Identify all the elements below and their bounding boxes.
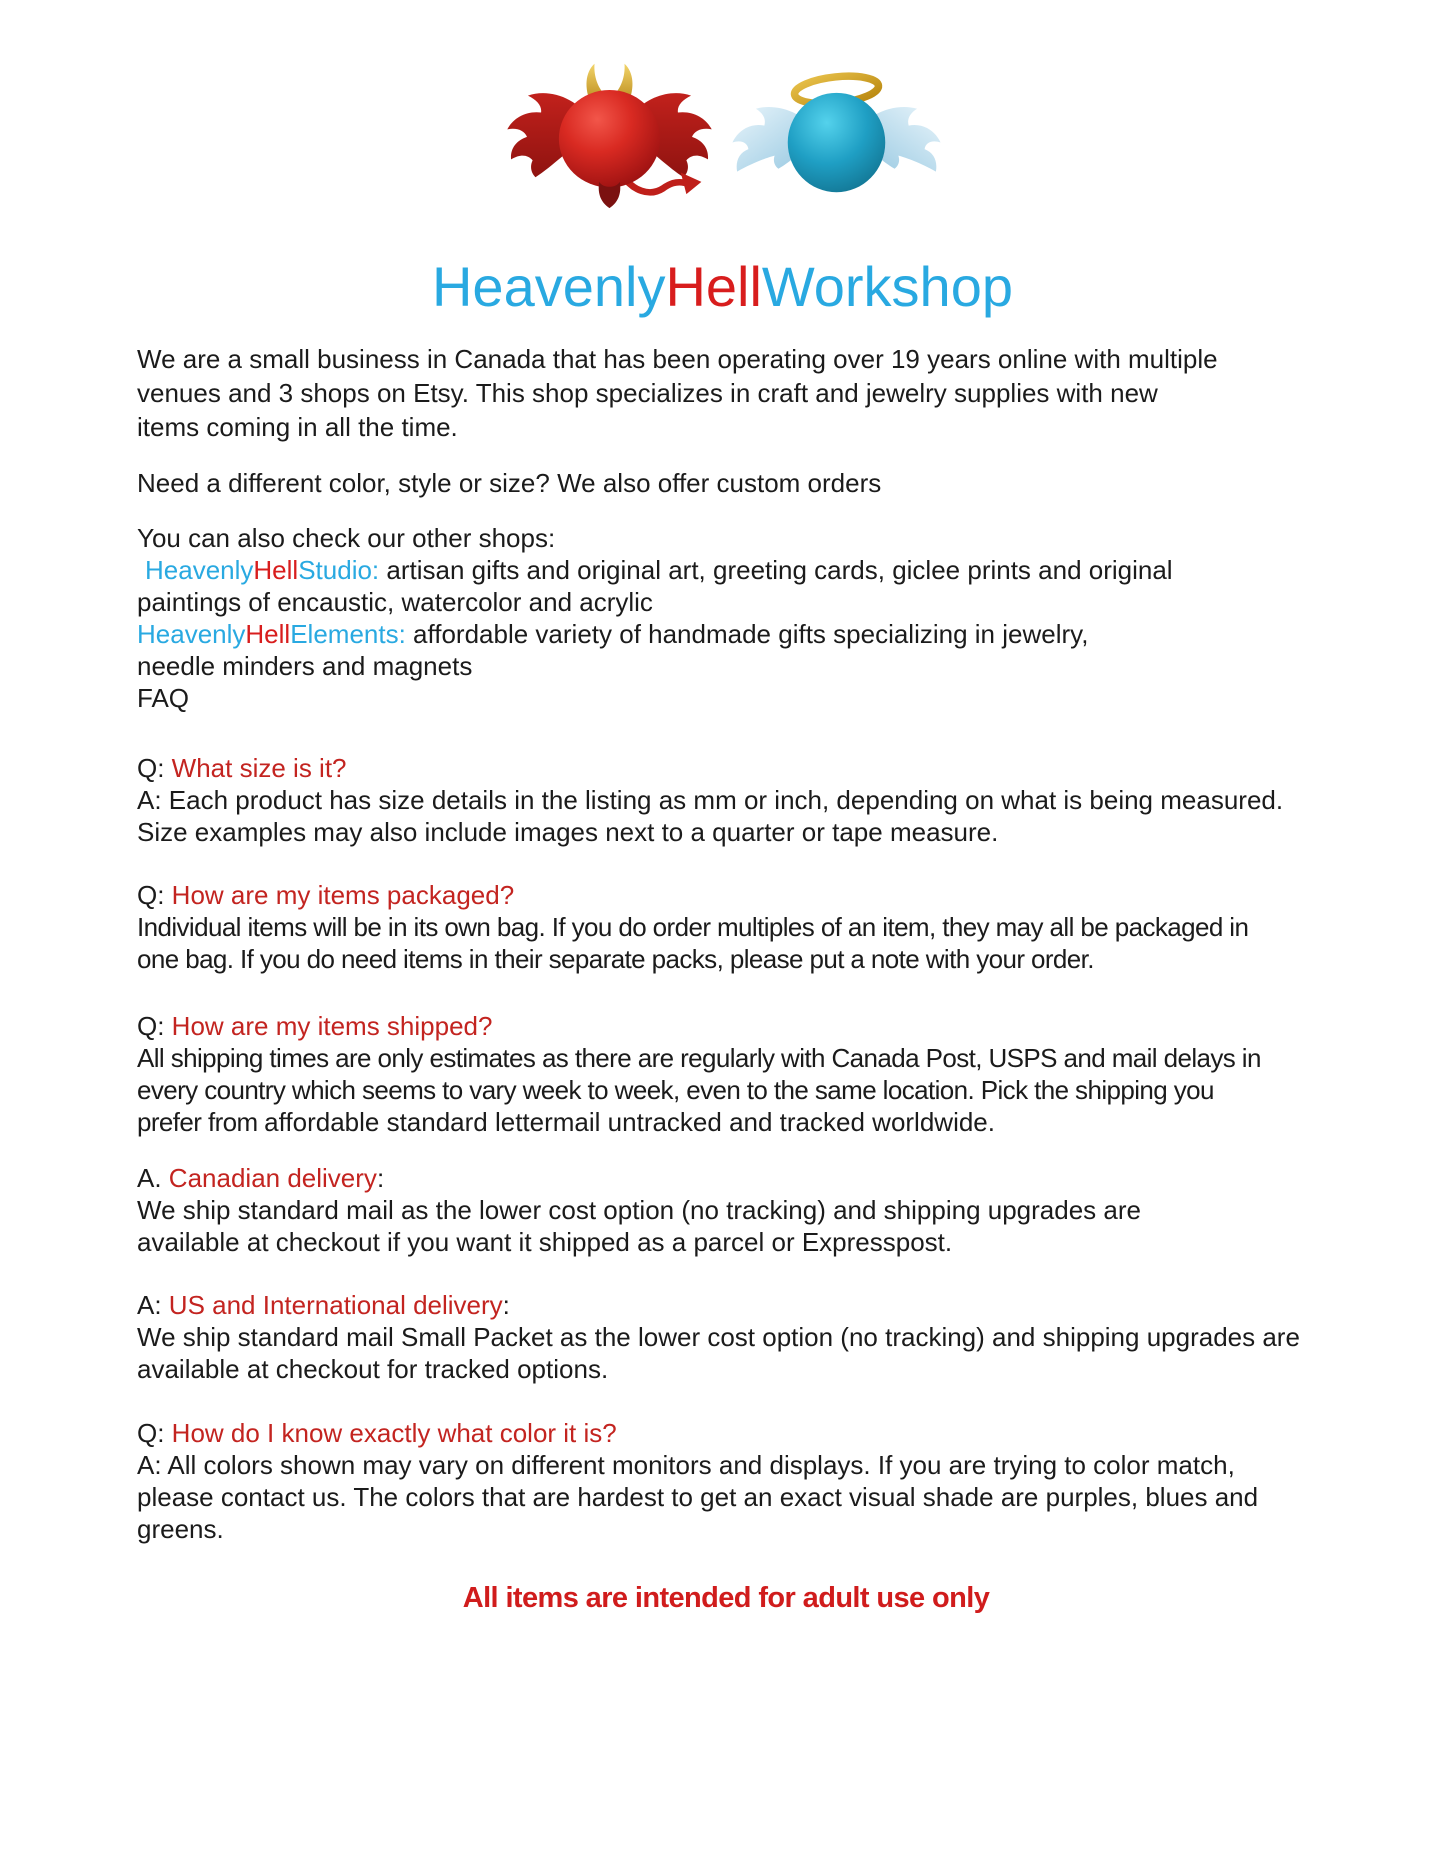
answer-heading xyxy=(137,1289,1315,1321)
question-prefix: Q: xyxy=(137,1418,172,1448)
elements-shop-line xyxy=(137,618,1315,650)
faq-item-color xyxy=(137,1417,1315,1545)
faq-question xyxy=(137,879,1315,911)
faq-answer-line: We ship standard mail Small Packet as the lower cost option (no tracking) and shipping upgrades are xyxy=(137,1322,1300,1352)
answer-item-us-international-delivery xyxy=(137,1289,1315,1385)
title-workshop: Workshop xyxy=(761,255,1013,318)
intro-line: venues and 3 shops on Etsy. This shop specializes in craft and jewelry supplies with new xyxy=(137,378,1158,408)
faq-question xyxy=(137,752,1315,784)
question-text: How are my items packaged? xyxy=(171,880,515,910)
intro-paragraph xyxy=(137,342,1315,444)
adult-use-notice-section xyxy=(137,1580,1315,1616)
question-text: What size is it? xyxy=(171,753,347,783)
faq-answer-line: All shipping times are only estimates as there are regularly with Canada Post, USPS and mail delays in xyxy=(137,1043,1261,1073)
faq-answer-line: every country which seems to vary week to week, even to the same location. Pick the shipping you xyxy=(137,1075,1214,1105)
intro-line: items coming in all the time. xyxy=(137,412,458,442)
studio-name-suffix: Studio: xyxy=(298,555,380,585)
elements-description-line2: needle minders and magnets xyxy=(137,651,473,681)
faq-answer-line: one bag. If you do need items in their separate packs, please put a note with your order. xyxy=(137,944,1094,974)
adult-use-notice: All items are intended for adult use only xyxy=(462,1582,990,1614)
faq-answer-line: please contact us. The colors that are hardest to get an exact visual shade are purples, blues and xyxy=(137,1482,1259,1512)
other-shops-section xyxy=(137,522,1315,714)
studio-name-heavenly: Heavenly xyxy=(145,555,254,585)
devil-winged-ball-icon xyxy=(497,60,722,210)
studio-shop-link[interactable] xyxy=(145,555,379,585)
angel-winged-ball-icon xyxy=(724,60,949,210)
answer-heading xyxy=(137,1162,1315,1194)
faq-question xyxy=(137,1010,1315,1042)
answer-colon: : xyxy=(376,1163,385,1193)
question-prefix: Q: xyxy=(137,753,172,783)
studio-shop-line xyxy=(137,554,1315,586)
faq-item-shipping xyxy=(137,1010,1315,1138)
faq-label: FAQ xyxy=(137,683,190,713)
faq-question xyxy=(137,1417,1315,1449)
shop-title xyxy=(0,250,1445,324)
shop-logo xyxy=(0,0,1445,210)
elements-shop-link[interactable] xyxy=(137,619,406,649)
answer-colon: : xyxy=(502,1290,510,1320)
custom-orders-line: Need a different color, style or size? We also offer custom orders xyxy=(137,468,882,498)
studio-description: artisan gifts and original art, greeting cards, giclee prints and original xyxy=(379,555,1173,585)
title-heavenly: Heavenly xyxy=(431,255,666,318)
faq-answer-line: available at checkout if you want it shipped as a parcel or Expresspost. xyxy=(137,1227,953,1257)
answer-segment: prefer from xyxy=(137,1107,265,1137)
other-shops-heading: You can also check our other shops: xyxy=(137,523,556,553)
faq-answer-line: We ship standard mail as the lower cost option (no tracking) and shipping upgrades are xyxy=(137,1195,1141,1225)
question-prefix: Q: xyxy=(137,880,172,910)
faq-answer-line: Individual items will be in its own bag. If you do order multiples of an item, they may all be packaged in xyxy=(137,912,1249,942)
elements-name-suffix: Elements: xyxy=(290,619,406,649)
elements-name-heavenly: Heavenly xyxy=(137,619,246,649)
question-prefix: Q: xyxy=(137,1011,172,1041)
faq-item-size xyxy=(137,752,1315,848)
answer-title: Canadian delivery xyxy=(168,1163,377,1193)
faq-answer-line xyxy=(137,1106,1315,1138)
question-text: How do I know exactly what color it is? xyxy=(171,1418,617,1448)
studio-description-line2: paintings of encaustic, watercolor and acrylic xyxy=(137,587,653,617)
answer-segment: affordable standard lettermail untracked and tracked worldwide. xyxy=(264,1107,995,1137)
answer-prefix: A: xyxy=(137,1290,169,1320)
faq-item-packaging xyxy=(137,879,1315,975)
elements-description: affordable variety of handmade gifts specializing in jewelry, xyxy=(405,619,1089,649)
faq-answer-line: A: Each product has size details in the listing as mm or inch, depending on what is being measured. xyxy=(137,785,1284,815)
title-hell: Hell xyxy=(665,255,762,318)
answer-title: US and International delivery xyxy=(168,1290,503,1320)
question-text: How are my items shipped? xyxy=(171,1011,493,1041)
faq-answer-line: available at checkout for tracked options. xyxy=(137,1354,609,1384)
faq-answer-line: A: All colors shown may vary on different monitors and displays. If you are trying to color match, xyxy=(137,1450,1235,1480)
elements-name-hell: Hell xyxy=(245,619,291,649)
studio-name-hell: Hell xyxy=(253,555,299,585)
faq-answer-line: greens. xyxy=(137,1514,224,1544)
intro-line: We are a small business in Canada that has been operating over 19 years online with multiple xyxy=(137,344,1218,374)
custom-orders-paragraph xyxy=(137,466,1315,500)
answer-item-canadian-delivery xyxy=(137,1162,1315,1258)
document-content xyxy=(0,342,1445,1616)
answer-prefix: A. xyxy=(137,1163,169,1193)
faq-answer-line: Size examples may also include images next to a quarter or tape measure. xyxy=(137,817,999,847)
